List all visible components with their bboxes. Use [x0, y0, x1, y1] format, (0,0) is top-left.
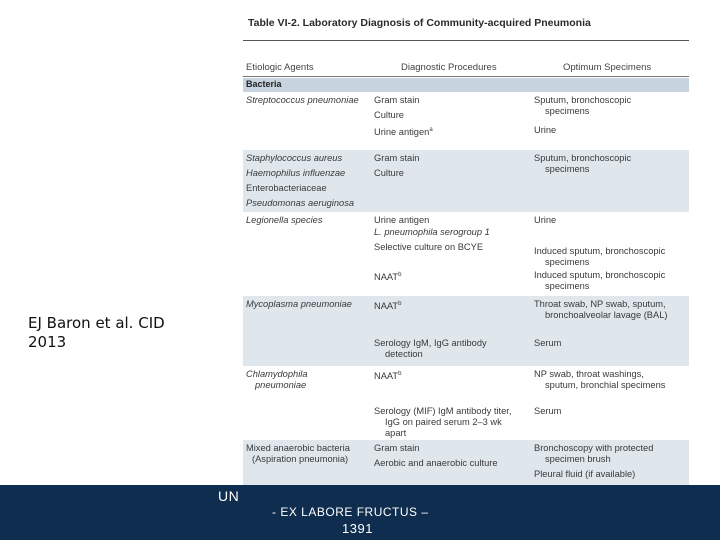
specimen-cell: Pleural fluid (if available) — [534, 469, 636, 479]
header-optimum-specimens: Optimum Specimens — [563, 62, 652, 73]
agent-cell: Streptococcus pneumoniae — [246, 95, 359, 105]
agent-cell: Haemophilus influenzae — [246, 168, 346, 178]
procedure-cell: IgG on paired serum 2–3 wk — [385, 417, 502, 427]
footer-year: 1391 — [342, 521, 373, 536]
specimen-cell: specimens — [545, 281, 590, 291]
procedure-cell: NAAT$^b$ — [374, 272, 402, 283]
procedure-cell: Culture — [374, 168, 404, 178]
header-diagnostic-procedures: Diagnostic Procedures — [401, 62, 497, 73]
specimen-cell: Serum — [534, 406, 562, 416]
procedure-cell: Gram stain — [374, 153, 420, 163]
specimen-cell: Serum — [534, 338, 562, 348]
specimen-cell: specimens — [545, 257, 590, 267]
section-bacteria — [243, 78, 689, 92]
footer-motto: - EX LABORE FRUCTUS – — [272, 505, 429, 519]
specimen-cell: Throat swab, NP swab, sputum, — [534, 299, 666, 309]
title-rule — [243, 40, 689, 41]
row-staphylococcus — [243, 150, 689, 212]
procedure-cell: Aerobic and anaerobic culture — [374, 458, 498, 468]
procedure-cell: L. pneumophila serogroup 1 — [374, 227, 490, 237]
row-streptococcus — [243, 92, 689, 150]
procedure-cell: Selective culture on BCYE — [374, 242, 484, 252]
specimen-cell: Induced sputum, bronchoscopic — [534, 246, 666, 256]
agent-cell: Mycoplasma pneumoniae — [246, 299, 352, 309]
specimen-cell: NP swab, throat washings, — [534, 369, 644, 379]
specimen-cell: specimen brush — [545, 454, 611, 464]
table-figure — [243, 10, 689, 485]
specimen-cell: Induced sputum, bronchoscopic — [534, 270, 666, 280]
specimen-cell: bronchoalveolar lavage (BAL) — [545, 310, 668, 320]
row-anaerobic — [243, 440, 689, 485]
header-rule — [243, 76, 689, 77]
procedure-cell: apart — [385, 428, 407, 438]
footer-university: UN — [218, 488, 240, 504]
procedure-cell: Urine antigen$^a$ — [374, 127, 433, 138]
header-etiologic-agents: Etiologic Agents — [246, 62, 314, 73]
section-label: Bacteria — [246, 79, 282, 89]
agent-cell: Pseudomonas aeruginosa — [246, 198, 355, 208]
row-mycoplasma — [243, 296, 689, 366]
specimen-cell: Sputum, bronchoscopic — [534, 153, 632, 163]
procedure-cell: Culture — [374, 110, 404, 120]
specimen-cell: specimens — [545, 164, 590, 174]
agent-cell: Staphylococcus aureus — [246, 153, 343, 163]
row-legionella — [243, 212, 689, 296]
agent-cell: pneumoniae — [255, 380, 307, 390]
procedure-cell: NAAT$^b$ — [374, 371, 402, 382]
agent-cell: Legionella species — [246, 215, 323, 225]
row-chlamydophila — [243, 366, 689, 440]
table-title: Table VI-2. Laboratory Diagnosis of Community-acquired Pneumonia — [248, 17, 591, 29]
specimen-cell: sputum, bronchial specimens — [545, 380, 666, 390]
procedure-cell: detection — [385, 349, 423, 359]
citation-line-1: EJ Baron et al. CID — [28, 314, 165, 332]
procedure-cell: Serology IgM, IgG antibody — [374, 338, 487, 348]
agent-cell: Enterobacteriaceae — [246, 183, 327, 193]
procedure-cell: Gram stain — [374, 443, 420, 453]
specimen-cell: Bronchoscopy with protected — [534, 443, 654, 453]
agent-cell: (Aspiration pneumonia) — [252, 454, 349, 464]
procedure-cell: Gram stain — [374, 95, 420, 105]
procedure-cell: Serology (MIF) IgM antibody titer, — [374, 406, 512, 416]
citation — [28, 314, 228, 352]
agent-cell: Chlamydophila — [246, 369, 308, 379]
procedure-cell: NAAT$^b$ — [374, 301, 402, 312]
procedure-cell: Urine antigen — [374, 215, 430, 225]
specimen-cell: Urine — [534, 125, 557, 135]
specimen-cell: specimens — [545, 106, 590, 116]
agent-cell: Mixed anaerobic bacteria — [246, 443, 350, 453]
specimen-cell: Sputum, bronchoscopic — [534, 95, 632, 105]
specimen-cell: Urine — [534, 215, 557, 225]
citation-line-2: 2013 — [28, 333, 67, 351]
